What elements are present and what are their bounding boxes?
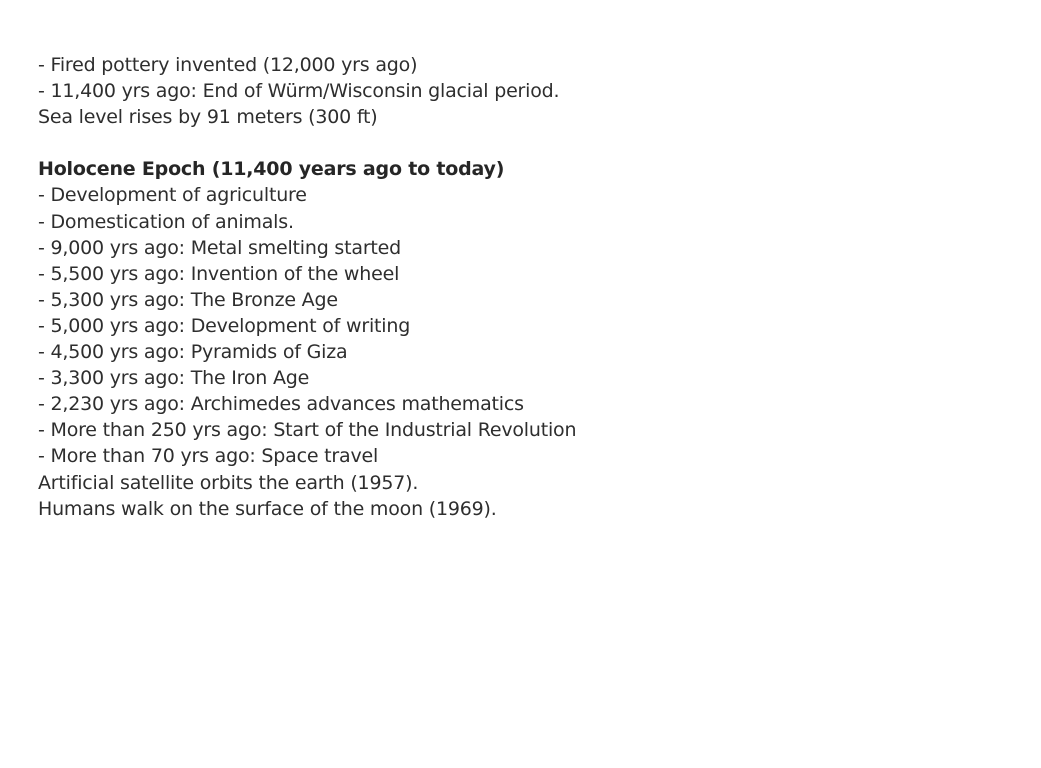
- timeline-line-sea-level: Sea level rises by 91 meters (300 ft): [38, 106, 378, 129]
- holocene-line-archimedes: - 2,230 yrs ago: Archimedes advances mathematics: [38, 393, 524, 416]
- timeline-document: [38, 52, 998, 522]
- holocene-line-satellite: Artificial satellite orbits the earth (1957).: [38, 471, 419, 494]
- holocene-line-industrial: - More than 250 yrs ago: Start of the Industrial Revolution: [38, 419, 577, 442]
- holocene-line-agriculture: - Development of agriculture: [38, 184, 307, 207]
- holocene-line-wheel: - 5,500 yrs ago: Invention of the wheel: [38, 262, 400, 285]
- holocene-line-smelting: - 9,000 yrs ago: Metal smelting started: [38, 236, 402, 259]
- holocene-line-space-travel: - More than 70 yrs ago: Space travel: [38, 445, 379, 468]
- holocene-line-pyramids: - 4,500 yrs ago: Pyramids of Giza: [38, 341, 348, 364]
- holocene-line-bronze-age: - 5,300 yrs ago: The Bronze Age: [38, 288, 338, 311]
- holocene-line-iron-age: - 3,300 yrs ago: The Iron Age: [38, 367, 310, 390]
- holocene-line-writing: - 5,000 yrs ago: Development of writing: [38, 314, 411, 337]
- timeline-line-glacial-end: - 11,400 yrs ago: End of Würm/Wisconsin glacial period.: [38, 80, 560, 103]
- section-spacer: [38, 130, 998, 156]
- timeline-line-pottery: - Fired pottery invented (12,000 yrs ago): [38, 54, 418, 76]
- holocene-heading: Holocene Epoch (11,400 years ago to today): [38, 158, 505, 181]
- holocene-line-domestication: - Domestication of animals.: [38, 210, 294, 233]
- holocene-line-moon: Humans walk on the surface of the moon (1969).: [38, 497, 497, 520]
